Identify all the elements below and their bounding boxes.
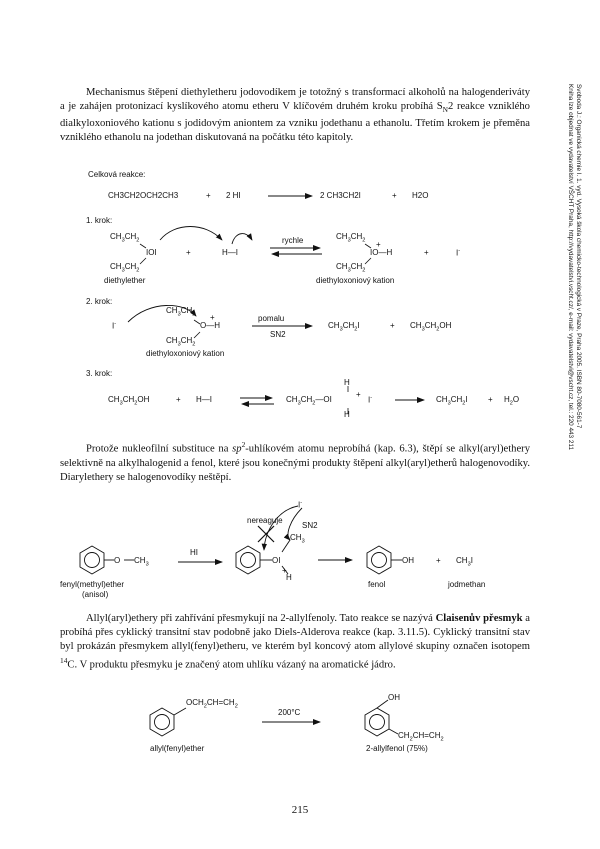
name-fenol: fenol — [368, 580, 386, 589]
name-anisol: fenyl(methyl)ether — [60, 580, 125, 589]
plus-2: + — [392, 191, 397, 200]
overall-water: H2O — [412, 191, 429, 200]
page-number: 215 — [291, 804, 309, 816]
paragraph-claisen: Allyl(aryl)ethery při zahřívání přesmykují na 2-allylfenoly. Tato reakce se nazývá Claisenův přesmyk a probíhá přes cyklický transitní stav podobně jako Diels-Alderova reakce (kap. 3.11.5). Cyklický transitní stav byl prokázán přesmykem allyl(fenyl)etheru, ve kterém byl koncový atom allylové skupiny označen isotopem $^{14}$C. V produktu přesmyku je značený atom uhlíku vázaný na aromatické jádro. — [60, 613, 530, 671]
name-anisol-alt: (anisol) — [82, 590, 109, 599]
overall-hi: 2 HI — [226, 191, 241, 200]
name-oxonium-1: diethyloxoniový kation — [316, 276, 395, 285]
label-hi: HI — [190, 548, 198, 557]
name-diethylether: diethylether — [104, 276, 146, 285]
name-2-allylfenol: 2-allylfenol (75%) — [366, 744, 428, 753]
label-200c: 200°C — [278, 708, 301, 717]
label-sn2-step2: SN2 — [270, 330, 286, 339]
citation-line-1: Svoboda J.: Organická chemie I. 1. vyd. Vysoká škola chemicko-technologická v Praze, Praha 2005. ISBN 80-7080-561-7 — [575, 84, 582, 429]
label-oh-allylfenol: OH — [388, 693, 400, 702]
label-nereaguje: nereaguje — [247, 516, 283, 525]
paragraph-aryl-ethers: Protože nukleofilní substituce na $sp^2$-uhlíkovém atomu neprobíhá (kap. 6.3), štěpí se alkyl(aryl)ethery selektivně na alkylhalogenid a fenol, které jsou konečnými produkty štěpení alkyl(aryl)etherů halogenovodíky. Diarylethery se halogenovodíky neštěpí. — [60, 440, 530, 483]
overall-reactant: CH3CH2OCH2CH3 — [108, 191, 179, 200]
label-step3: 3. krok: — [86, 369, 113, 378]
label-rychle: rychle — [282, 236, 304, 245]
paragraph-mechanism: Mechanismus štěpení diethyletheru jodovodíkem je totožný s transformací alkoholů na halogenderiváty a je zahájen protonizací kyslíkového atomu etheru V klíčovém druhém kroku probíhá $S_N2$ reakce vzniklého dialkyloxoniového kationu s jodidovým aniontem za vzniku jodethanu a ethanolu. Třetím krokem je přeměna vzniklého ethanolu na jodethan diskutovaná na počátku této kapitoly. — [60, 87, 530, 144]
label-sn2-scheme2: SN2 — [302, 521, 318, 530]
label-step1: 1. krok: — [86, 216, 113, 225]
label-oh-fenol: OH — [402, 556, 414, 565]
document-page: Svoboda J.: Organická chemie I. 1. vyd. Vysoká škola chemicko-technologická v Praze, Praha 2005. ISBN 80-7080-561-7 Kniha lze objednat ve vydavatelství VŠCHT Praha, http://vydavatelstvi.vscht.cz/, e-mail: vydavatelstvi@vscht.cz, tel.: 220 443 211 Mechanismus štěpení diethyletheru jodovodíkem je totožný s transformací alkoholů na halogenderiváty a je zahájen protonizací kyslíkového atomu etheru V klíčovém druhém kroku probíhá $S_N2$ reakce vzniklého dialkyloxoniového kationu s jodidovým aniontem za vzniku jodethanu a ethanolu. Třetím krokem je přeměna vzniklého ethanolu na jodethan diskutovaná na počátku této kapitoly. Celková reakce: CH3CH2OCH2CH3 + 2 HI 2 CH3CH2I + H2O 1. krok: $CH_3CH_2$ IOI $CH_3CH_2$ + H—I diethylether rychle $CH_3CH_2$ IO—H + $CH_3CH_2$ + I- diethyloxoniový kation 2. krok: I- $CH_3CH_2$ O—H + $CH_3CH_2$ diethyloxoniový kation pomalu SN2 $CH_3CH_2I$ + $CH_3CH_2OH$ 3. krok: $CH_3CH_2OH$ + H—I $CH_3CH_2—OI$ H H + I- $CH_3CH_2I$ + $H_2O$ Protože nukleofilní substituce na $sp^2$-uhlíkovém atomu neprobíhá (kap. 6.3), štěpí se alkyl(aryl)ethery selektivně na alkylhalogenid a fenol, které jsou konečnými produkty štěpení alkyl(aryl)etherů halogenovodíky. Diarylethery se halogenovodíky neštěpí. nereaguje I- SN2 $CH_3$ O $CH_3$ HI OI + H OH + $CH_3I$ fenyl(methyl)ether (anisol) fenol jodmethan Allyl(aryl)ethery při zahřívání přesmykují na 2-allylfenoly. Tato reakce se nazývá Claisenův přesmyk a probíhá přes cyklický transitní stav podobně jako Diels-Alderova reakce (kap. 3.11.5). Cyklický transitní stav byl prokázán přesmykem allyl(fenyl)etheru, ve kterém byl koncový atom allylové skupiny označen isotopem $^{14}$C. V produktu přesmyku je značený atom uhlíku vázaný na aromatické jádro. $OCH_2CH=CH_2$ 200°C OH $CH_2CH=CH_2$ allyl(fenyl)ether 2-allylfenol (75%) 215 — [0, 0, 600, 849]
name-jodmethan: jodmethan — [448, 580, 486, 589]
label-overall: Celková reakce: — [88, 170, 146, 179]
label-pomalu: pomalu — [258, 314, 285, 323]
plus-1: + — [206, 191, 211, 200]
overall-product: 2 CH3CH2I — [320, 191, 361, 200]
name-allylfenylether: allyl(fenyl)ether — [150, 744, 205, 753]
name-oxonium-2: diethyloxoniový kation — [146, 349, 225, 358]
plus-scheme2: + — [436, 556, 441, 565]
citation-line-2: Kniha lze objednat ve vydavatelství VŠCHT Praha, http://vydavatelstvi.vscht.cz/, e-mail: vydavatelstvi@vscht.cz, tel.: 220 443 211 — [567, 84, 574, 451]
label-step2: 2. krok: — [86, 297, 113, 306]
